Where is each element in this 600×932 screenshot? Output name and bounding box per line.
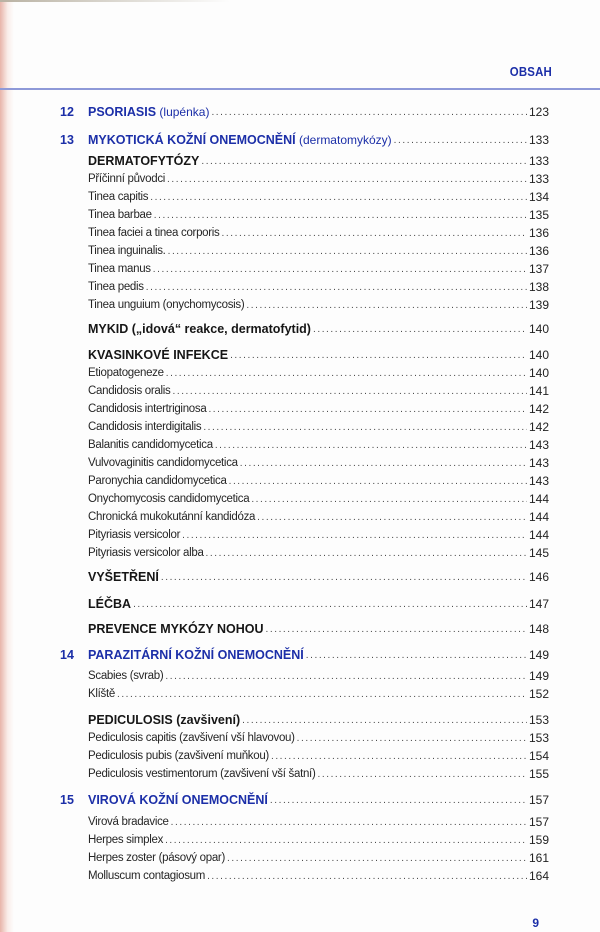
toc-page-number: 142 [528, 420, 549, 434]
chapter-number: 12 [60, 105, 74, 119]
toc-section-row[interactable] [88, 321, 549, 337]
toc-item-row[interactable] [88, 545, 549, 561]
dot-leader [146, 281, 527, 295]
toc-entry-title: PARAZITÁRNÍ KOŽNÍ ONEMOCNĚNÍ [88, 648, 304, 662]
toc-item-row[interactable] [88, 261, 549, 277]
toc-page-number: 146 [528, 570, 549, 584]
toc-section-row[interactable] [88, 712, 549, 728]
toc-page-number: 143 [528, 438, 549, 452]
toc-entry-label [88, 509, 255, 525]
toc-entry-label [88, 491, 249, 507]
dot-leader [246, 299, 527, 313]
toc-page-number: 161 [528, 851, 549, 865]
toc-item-row[interactable] [88, 207, 549, 223]
dot-leader [242, 714, 527, 728]
toc-entry-label [88, 347, 228, 363]
toc-page-number: 140 [528, 348, 549, 362]
toc-item-row[interactable] [88, 814, 549, 830]
toc-item-row[interactable] [88, 730, 549, 746]
toc-entry-title: Tinea inguinalis. [88, 245, 166, 257]
toc-section-row[interactable] [88, 596, 549, 612]
dot-leader [230, 349, 527, 363]
toc-entry-label [88, 668, 163, 684]
toc-entry-title: MYKID [88, 322, 129, 336]
toc-page-number: 153 [528, 731, 549, 745]
toc-page-number: 144 [528, 492, 549, 506]
toc-entry-title: Balanitis candidomycetica [88, 439, 213, 451]
toc-entry-label [88, 189, 148, 205]
toc-page-number: 140 [528, 322, 549, 336]
toc-entry-title: Příčinní původci [88, 173, 166, 185]
toc-page-number: 140 [528, 366, 549, 380]
toc-page-number: 147 [528, 597, 549, 611]
dot-leader [154, 209, 527, 223]
toc-page-number: 143 [528, 456, 549, 470]
toc-item-row[interactable] [88, 748, 549, 764]
toc-item-row[interactable] [88, 686, 549, 702]
toc-entry-label [88, 686, 115, 702]
toc-page-number: 159 [528, 833, 549, 847]
dot-leader [206, 547, 527, 561]
toc-entry-label [88, 207, 152, 223]
toc-entry-label [88, 730, 295, 746]
toc-item-row[interactable] [88, 171, 549, 187]
toc-entry-title: Tinea manus [88, 263, 151, 275]
dot-leader [394, 134, 527, 148]
toc-item-row[interactable] [88, 455, 549, 471]
toc-page-number: 153 [528, 713, 549, 727]
toc-entry-subtitle: (zavšivení) [172, 713, 241, 727]
toc-page-number: 155 [528, 767, 549, 781]
chapter-number: 14 [60, 648, 74, 662]
dot-leader [161, 571, 527, 585]
toc-entry-title: Tinea capitis [88, 191, 149, 203]
toc-item-row[interactable] [88, 668, 549, 684]
toc-entry-subtitle: (dermatomykózy) [295, 133, 392, 147]
toc-page-number: 164 [528, 869, 549, 883]
chapter-number: 13 [60, 133, 74, 147]
toc-chapter-row[interactable] [60, 104, 549, 120]
toc-entry-title: Candidosis interdigitalis [88, 421, 202, 433]
toc-entry-label [88, 297, 244, 313]
toc-entry-title: Candidosis intertriginosa [88, 403, 207, 415]
toc-entry-label [88, 545, 204, 561]
toc-page-number: 143 [528, 474, 549, 488]
toc-entry-title: MYKOTICKÁ KOŽNÍ ONEMOCNĚNÍ [88, 133, 296, 147]
toc-entry-title: KVASINKOVÉ INFEKCE [88, 348, 229, 362]
toc-entry-label [88, 455, 238, 471]
dot-leader [165, 670, 527, 684]
toc-entry-label [88, 321, 311, 337]
toc-entry-label [88, 621, 264, 637]
dot-leader [271, 750, 527, 764]
toc-page-number: 145 [528, 546, 549, 560]
toc-page-number: 149 [528, 669, 549, 683]
toc-item-row[interactable] [88, 419, 549, 435]
toc-page-number: 123 [528, 105, 549, 119]
toc-page-number: 137 [528, 262, 549, 276]
toc-entry-label [88, 527, 180, 543]
toc-entry-subtitle: (lupénka) [156, 105, 210, 119]
toc-entry-label [88, 596, 131, 612]
toc-entry-label [88, 832, 163, 848]
toc-item-row[interactable] [88, 297, 549, 313]
toc-entry-title: PSORIASIS [88, 105, 157, 119]
toc-entry-label [88, 569, 159, 585]
page-number: 9 [532, 916, 539, 930]
dot-leader [227, 852, 527, 866]
toc-page-number: 141 [528, 384, 549, 398]
toc-page-number: 138 [528, 280, 549, 294]
toc-page-number: 133 [528, 133, 549, 147]
toc-section-row[interactable] [88, 569, 549, 585]
dot-leader [201, 155, 527, 169]
toc-item-row[interactable] [88, 868, 549, 884]
toc-entry-label [88, 153, 199, 169]
toc-section-row[interactable] [88, 347, 549, 363]
dot-leader [165, 834, 527, 848]
dot-leader [168, 245, 527, 259]
dot-leader [172, 385, 526, 399]
toc-entry-label [88, 279, 144, 295]
toc-entry-label [88, 766, 316, 782]
dot-leader [117, 688, 527, 702]
dot-leader [208, 403, 527, 417]
toc-page-number: 157 [528, 815, 549, 829]
toc-chapter-row[interactable] [60, 647, 549, 663]
toc-entry-title: Vulvovaginitis candidomycetica [88, 457, 238, 469]
toc-page-number: 144 [528, 528, 549, 542]
toc-item-row[interactable] [88, 832, 549, 848]
toc-page-number: 135 [528, 208, 549, 222]
toc-entry-title: Scabies (svrab) [88, 670, 164, 682]
toc-item-row[interactable] [88, 437, 549, 453]
dot-leader [153, 263, 527, 277]
toc-entry-title: Virová bradavice [88, 816, 169, 828]
toc-item-row[interactable] [88, 766, 549, 782]
toc-item-row[interactable] [88, 401, 549, 417]
toc-item-row[interactable] [88, 491, 549, 507]
toc-item-row[interactable] [88, 243, 549, 259]
dot-leader [203, 421, 527, 435]
toc-entry-label [88, 850, 225, 866]
toc-entry-title: Tinea barbae [88, 209, 152, 221]
toc-entry-label [88, 383, 170, 399]
toc-entry-title: DERMATOFYTÓZY [88, 154, 200, 168]
toc-entry-title: Pityriasis versicolor alba [88, 547, 204, 559]
dot-leader [313, 323, 527, 337]
toc-page-number: 133 [528, 172, 549, 186]
dot-leader [207, 870, 527, 884]
toc-entry-title: Pediculosis capitis (zavšivení vší hlavovou) [88, 732, 295, 744]
toc-item-row[interactable] [88, 383, 549, 399]
toc-entry-label [88, 132, 392, 148]
dot-leader [222, 227, 527, 241]
toc-entry-title: Etiopatogeneze [88, 367, 164, 379]
toc-page-number: 133 [528, 154, 549, 168]
dot-leader [171, 816, 527, 830]
toc-entry-title: Tinea unguium (onychomycosis) [88, 299, 245, 311]
dot-leader [240, 457, 527, 471]
toc-section-row[interactable] [88, 621, 549, 637]
toc-entry-label [88, 104, 209, 120]
toc-chapter-row[interactable] [60, 132, 549, 148]
dot-leader [257, 511, 527, 525]
toc-entry-label [88, 814, 169, 830]
toc-entry-title: Herpes zoster (pásový opar) [88, 852, 225, 864]
toc-item-row[interactable] [88, 189, 549, 205]
toc-page-number: 144 [528, 510, 549, 524]
toc-entry-title: Tinea pedis [88, 281, 144, 293]
toc-entry-title: VYŠETŘENÍ [88, 570, 159, 584]
toc-page-number: 142 [528, 402, 549, 416]
toc-entry-title: Paronychia candidomycetica [88, 475, 227, 487]
page-edge-shadow [0, 0, 14, 932]
page-edge-top-shadow [0, 0, 230, 2]
toc-entry-title: Chronická mukokutánní kandidóza [88, 511, 256, 523]
dot-leader [150, 191, 527, 205]
dot-leader [318, 768, 527, 782]
toc-entry-title: VIROVÁ KOŽNÍ ONEMOCNĚNÍ [88, 793, 268, 807]
dot-leader [166, 367, 527, 381]
chapter-number: 15 [60, 793, 74, 807]
toc-entry-title: Candidosis oralis [88, 385, 171, 397]
toc-entry-title: Onychomycosis candidomycetica [88, 493, 250, 505]
toc-item-row[interactable] [88, 527, 549, 543]
toc-entry-label [88, 748, 269, 764]
dot-leader [182, 529, 527, 543]
toc-entry-title: Pediculosis pubis (zavšivení muňkou) [88, 750, 269, 762]
dot-leader [229, 475, 527, 489]
dot-leader [215, 439, 527, 453]
toc-page-number: 154 [528, 749, 549, 763]
toc-item-row[interactable] [88, 473, 549, 489]
toc-entry-title: Pediculosis vestimentorum (zavšivení vší šatní) [88, 768, 316, 780]
toc-entry-label [88, 647, 304, 663]
toc-item-row[interactable] [88, 365, 549, 381]
toc-entry-label [88, 171, 165, 187]
toc-page-number: 149 [528, 648, 549, 662]
toc-entry-title: Tinea faciei a tinea corporis [88, 227, 220, 239]
toc-item-row[interactable] [88, 225, 549, 241]
toc-entry-label [88, 243, 166, 259]
toc-entry-label [88, 437, 213, 453]
dot-leader [306, 649, 527, 663]
toc-page-number: 139 [528, 298, 549, 312]
toc-page-number: 136 [528, 226, 549, 240]
toc-entry-label [88, 868, 205, 884]
toc-entry-title: Klíště [88, 688, 115, 700]
toc-entry-subtitle: („idová“ reakce, dermatofytid) [128, 322, 311, 336]
toc-entry-label [88, 473, 227, 489]
dot-leader [211, 106, 527, 120]
toc-entry-label [88, 401, 206, 417]
toc-entry-label [88, 261, 151, 277]
toc-item-row[interactable] [88, 279, 549, 295]
toc-entry-title: Pityriasis versicolor [88, 529, 181, 541]
toc-entry-label [88, 792, 268, 808]
toc-item-row[interactable] [88, 509, 549, 525]
running-header-title: OBSAH [509, 64, 552, 79]
toc-chapter-row[interactable] [60, 792, 549, 808]
dot-leader [167, 173, 527, 187]
toc-page-number: 152 [528, 687, 549, 701]
header-rule [0, 88, 600, 90]
toc-item-row[interactable] [88, 850, 549, 866]
toc-entry-label [88, 712, 240, 728]
toc-entry-title: Molluscum contagiosum [88, 870, 206, 882]
toc-entry-label [88, 419, 201, 435]
dot-leader [297, 732, 527, 746]
dot-leader [133, 598, 527, 612]
toc-entry-title: PEDICULOSIS [88, 713, 173, 727]
toc-entry-label [88, 225, 220, 241]
toc-entry-label [88, 365, 164, 381]
toc-entry-title: Herpes simplex [88, 834, 164, 846]
toc-entry-title: PREVENCE MYKÓZY NOHOU [88, 622, 264, 636]
dot-leader [270, 794, 527, 808]
toc-entry-title: LÉČBA [88, 597, 132, 611]
toc-page-number: 148 [528, 622, 549, 636]
toc-section-row[interactable] [88, 153, 549, 169]
toc-page-number: 136 [528, 244, 549, 258]
dot-leader [251, 493, 527, 507]
toc-page-number: 134 [528, 190, 549, 204]
dot-leader [266, 623, 527, 637]
toc-page-number: 157 [528, 793, 549, 807]
